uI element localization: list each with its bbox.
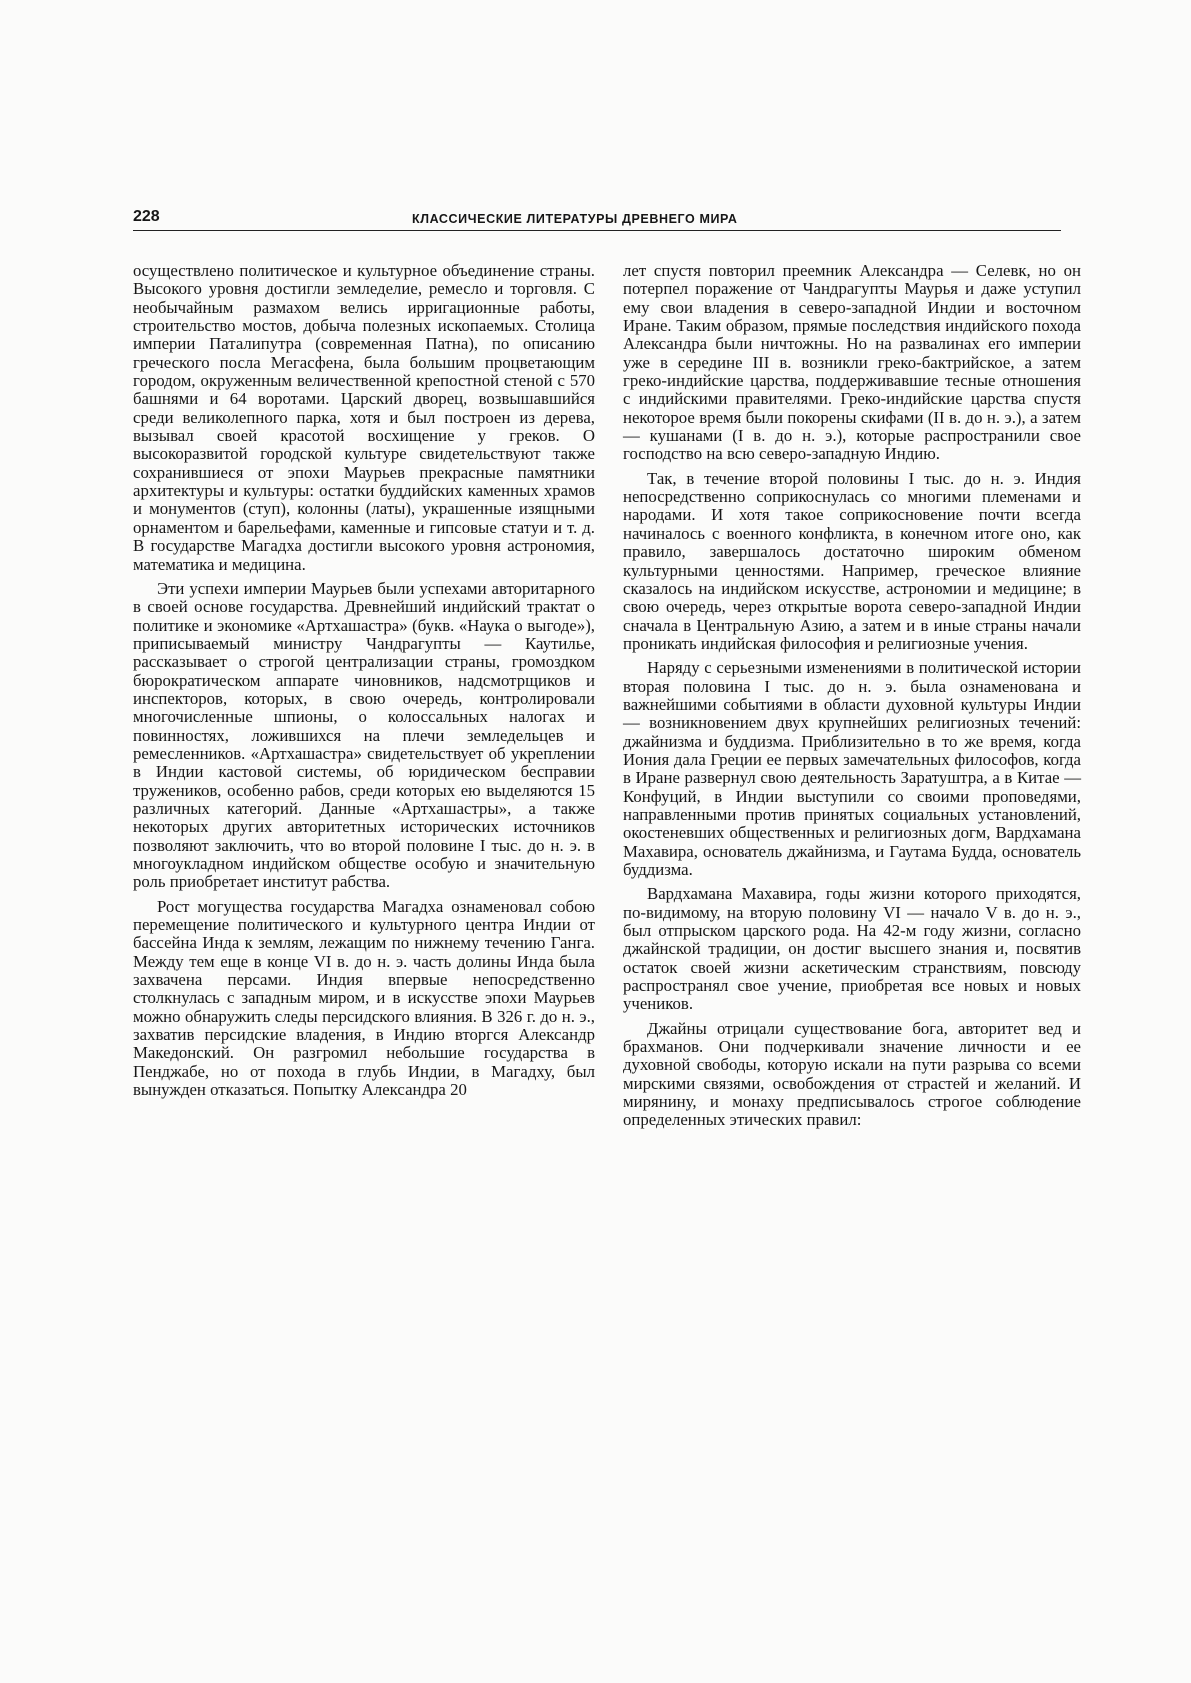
page-number: 228 (133, 208, 160, 225)
paragraph: Эти успехи империи Маурьев были успехами авторитарного в своей основе государства. Древнейший индийский трактат о политике и экономике «Артхашастра» (букв. «Наука о выгоде»), приписываемый министру Чандрагупты — Каутилье, рассказывает о строгой централизации страны, громоздком бюрократическом аппарате чиновников, надсмотрщиков и инспекторов, которых, в свою очередь, контролировали многочисленные шпионы, о колоссальных налогах и повинностях, ложившихся на плечи земледельцев и ремесленников. «Артхашастра» свидетельствует об укреплении в Индии кастовой системы, об юридическом бесправии тружеников, особенно рабов, среди которых ею выделяются 15 различных категорий. Данные «Артхашастры», а также некоторых других авторитетных исторических источников позволяют заключить, что во второй половине I тыс. до н. э. в многоукладном индийском обществе особую и значительную роль приобретает институт рабства. (133, 578, 595, 892)
left-column (133, 262, 595, 1105)
paragraph: осуществлено политическое и культурное объединение страны. Высокого уровня достигли земледелие, ремесло и торговля. С необычайным размахом велись ирригационные работы, строительство мостов, добыча полезных ископаемых. Столица империи Паталипутра (современная Патна), по описанию греческого посла Мегасфена, была большим процветающим городом, окруженным величественной крепостной стеной с 570 башнями и 64 воротами. Царский дворец, возвышавшийся среди великолепного парка, хотя и был построен из дерева, вызывал своей красотой восхищение у греков. О высокоразвитой городской культуре свидетельствуют также сохранившиеся от эпохи Маурьев прекрасные памятники архитектуры и культуры: остатки буддийских каменных храмов и монументов (ступ), колонны (латы), украшенные изящными орнаментом и барельефами, каменные и гипсовые статуи и т. д. В государстве Магадха достигли высокого уровня астрономия, математика и медицина. (133, 261, 595, 574)
paragraph: Так, в течение второй половины I тыс. до н. э. Индия непосредственно соприкоснулась со многими племенами и народами. И хотя такое соприкосновение почти всегда начиналось с военного конфликта, в конечном итоге оно, как правило, завершалось достаточно широким обменом культурными ценностями. Например, греческое влияние сказалось на индийском искусстве, астрономии и медицине; в свою очередь, через открытые ворота северо-западной Индии сначала в Центральную Азию, а затем и в иные страны начали проникать индийская философия и религиозные учения. (623, 468, 1081, 653)
paragraph: Джайны отрицали существование бога, авторитет вед и брахманов. Они подчеркивали значение личности и ее духовной свободы, которую искали на пути разрыва со всеми мирскими связями, освобождения от страстей и желаний. И мирянину, и монаху предписывалось строгое соблюдение определенных этических правил: (623, 1018, 1081, 1130)
running-title: КЛАССИЧЕСКИЕ ЛИТЕРАТУРЫ ДРЕВНЕГО МИРА (412, 212, 738, 226)
paragraph: Наряду с серьезными изменениями в политической истории вторая половина I тыс. до н. э. была ознаменована и важнейшими событиями в области духовной культуры Индии — возникновением двух крупнейших религиозных течений: джайнизма и буддизма. Приблизительно в то же время, когда Иония дала Греции ее первых замечательных философов, когда в Иране развернул свою деятельность Заратуштра, а в Китае — Конфуций, в Индии выступили со своими проповедями, направленными против принятых социальных установлений, окостеневших общественных и религиозных догм, Вардхамана Махавира, основатель джайнизма, и Гаутама Будда, основатель буддизма. (623, 658, 1081, 879)
paragraph: Вардхамана Махавира, годы жизни которого приходятся, по-видимому, на вторую половину VI — начало V в. до н. э., был отпрыском царского рода. На 42-м году жизни, согласно джайнской традиции, он достиг высшего знания и, посвятив остаток своей жизни аскетическим странствиям, повсюду распространял свое учение, приобретая все новых и новых учеников. (623, 884, 1081, 1014)
right-column (623, 262, 1081, 1136)
paragraph: Рост могущества государства Магадха ознаменовал собою перемещение политического и культурного центра Индии от бассейна Инда к землям, лежащим по нижнему течению Ганга. Между тем еще в конце VI в. до н. э. часть долины Инда была захвачена персами. Индия впервые непосредственно столкнулась с западным миром, и в искусстве эпохи Маурьев можно обнаружить следы персидского влияния. В 326 г. до н. э., захватив персидские владения, в Индию вторгся Александр Македонский. Он разгромил небольшие государства в Пенджабе, но от похода в глубь Индии, в Магадху, был вынужден отказаться. Попытку Александра 20 (133, 896, 595, 1100)
paragraph: лет спустя повторил преемник Александра — Селевк, но он потерпел поражение от Чандрагупты Маурья и даже уступил ему свои владения в северо-западной Индии и восточном Иране. Таким образом, прямые последствия индийского похода Александра были ничтожны. Но на развалинах его империи уже в середине III в. возникли греко-бактрийское, а затем греко-индийские царства, поддерживавшие тесные отношения с индийскими правителями. Греко-индийские царства спустя некоторое время были покорены скифами (II в. до н. э.), а затем — кушанами (I в. до н. э.), которые распространили свое господство на всю северо-западную Индию. (623, 261, 1081, 464)
page-header (133, 208, 1061, 231)
